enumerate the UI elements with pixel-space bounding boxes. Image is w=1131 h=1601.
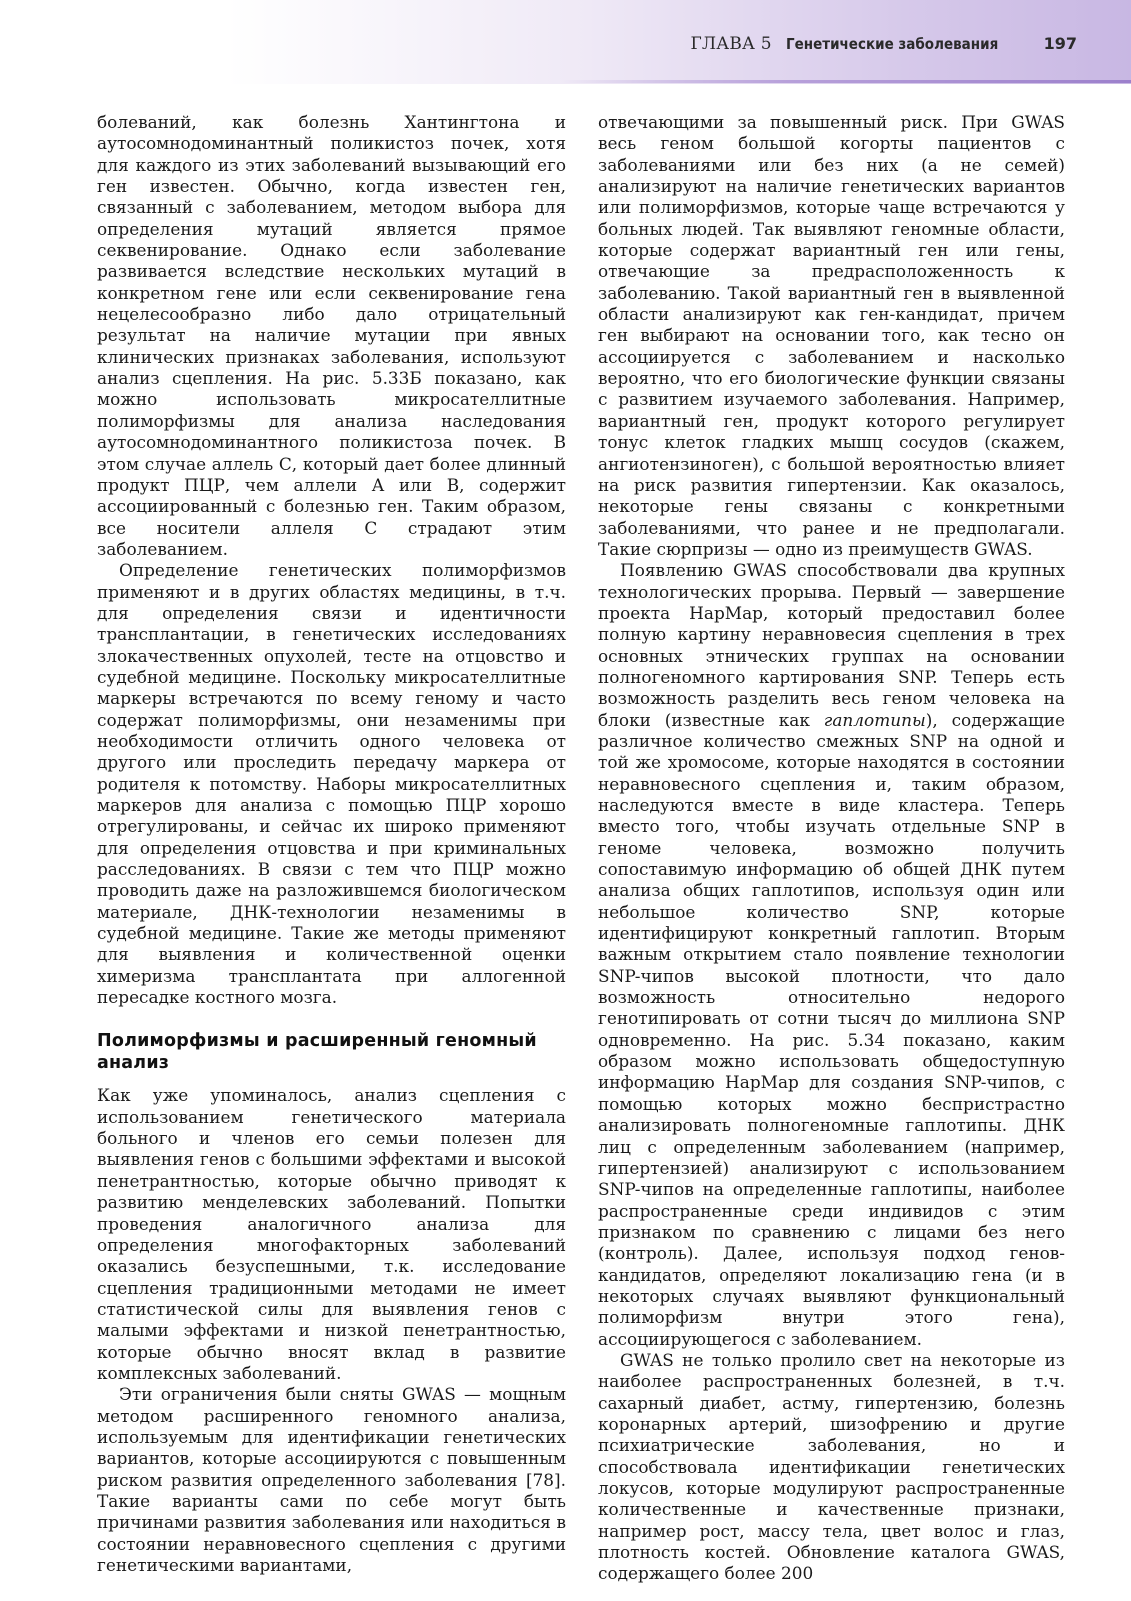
right-column xyxy=(598,112,1065,1585)
left-column xyxy=(97,112,566,1576)
chapter-title: Генетические заболевания xyxy=(785,35,999,53)
paragraph: Определение генетических полиморфизмов применяют и в других областях медицины, в т.ч. для определения связи и идентичности трансплантации, в генетических исследованиях злокачественных опухолей, тесте на отцовство и судебной медицине. Поскольку микросателлитные маркеры встречаются по всему геному и часто содержат полиморфизмы, они незаменимы при необходимости отличить одного человека от другого или проследить передачу маркера от родителя к потомству. Наборы микросателлитных маркеров для анализа с помощью ПЦР хорошо отрегулированы, и сейчас их широко применяют для определения отцовства и при криминальных расследованиях. В связи с тем что ПЦР можно проводить даже на разложившемся биологическом материале, ДНК-технологии незаменимы в судебной медицине. Такие же методы применяют для выявления и количественной оценки химеризма трансплантата при аллогенной пересадке костного мозга. xyxy=(97,560,566,1008)
text-run: Появлению GWAS способствовали два крупных технологических прорыва. Первый — завершение проекта HapMap, который предоставил более полную картину неравновесия сцепления в трех основных этнических группах на основании полногеномного картирования SNP. Теперь есть возможность разделить весь геном человека на блоки (известные как xyxy=(598,560,1065,730)
running-head xyxy=(690,34,1077,60)
page-number: 197 xyxy=(1043,34,1077,53)
paragraph: отвечающими за повышенный риск. При GWAS весь геном большой когорты пациентов с заболеваниями или без них (а не семей) анализируют на наличие генетических вариантов или полиморфизмов, которые чаще встречаются у больных людей. Так выявляют геномные области, которые содержат вариантный ген или гены, отвечающие за предрасположенность к заболеванию. Такой вариантный ген в выявленной области анализируют как ген-кандидат, причем ген выбирают на основании того, как тесно он ассоциируется с заболеванием и насколько вероятно, что его биологические функции связаны с развитием изучаемого заболевания. Например, вариантный ген, продукт которого регулирует тонус клеток гладких мышц сосудов (скажем, ангиотензиноген), с большой вероятностью влияет на риск развития гипертензии. Как оказалось, некоторые гены связаны с конкретными заболеваниями, что ранее и не предполагали. Такие сюрпризы — одно из преимуществ GWAS. xyxy=(598,112,1065,559)
paragraph: GWAS не только пролило свет на некоторые из наиболее распространенных болезней, в т.ч. сахарный диабет, астму, гипертензию, болезнь коронарных артерий, шизофрению и другие психиатрические заболевания, но и способствовала идентификации генетических локусов, которые модулируют распространенные количественные и качественные признаки, например рост, массу тела, цвет волос и глаз, плотность костей. Обновление каталога GWAS, содержащего более 200 xyxy=(598,1349,1065,1584)
text-run: ), содержащие различное количество смежных SNP на одной и той же хромосоме, которые находятся в состоянии неравновесного сцепления и, таким образом, наследуются вместе в виде кластера. Теперь вместо того, чтобы изучать отдельные SNP в геноме человека, возможно получить сопоставимую информацию об общей ДНК путем анализа общих гаплотипов, используя один или небольшое количество SNP, которые идентифицируют конкретный гаплотип. Вторым важным открытием стало появление технологии SNP-чипов высокой плотности, что дало возможность относительно недорого генотипировать от сотни тысяч до миллиона SNP одновременно. На рис. 5.34 показано, каким образом можно использовать общедоступную информацию HapMap для создания SNP-чипов, с помощью которых можно беспристрастно анализировать полногеномные гаплотипы. ДНК лиц с определенным заболеванием (например, гипертензией) анализируют с использованием SNP-чипов на определенные гаплотипы, наиболее распространенные среди индивидов с этим признаком по сравнению с лицами без него (контроль). Далее, используя подход генов-кандидатов, определяют локализацию гена (и в некоторых случаях выявляют функциональный полиморфизм внутри этого гена), ассоциирующегося с заболеванием. xyxy=(598,709,1065,1349)
header-rule xyxy=(560,80,1131,83)
paragraph: болеваний, как болезнь Хантингтона и аутосомнодоминантный поликистоз почек, хотя для каждого из этих заболеваний вызывающий его ген известен. Обычно, когда известен ген, связанный с заболеванием, методом выбора для определения мутаций является прямое секвенирование. Однако если заболевание развивается вследствие нескольких мутаций в конкретном гене или если секвенирование гена нецелесообразно либо дало отрицательный результат на наличие мутации при явных клинических признаках заболевания, используют анализ сцепления. На рис. 5.33Б показано, как можно использовать микросателлитные полиморфизмы для анализа наследования аутосомнодоминантного поликистоза почек. В этом случае аллель С, который дает более длинный продукт ПЦР, чем аллели А или В, содержит ассоциированный с болезнью ген. Таким образом, все носители аллеля С страдают этим заболеванием. xyxy=(97,112,566,559)
chapter-label: ГЛАВА 5 xyxy=(690,34,772,54)
section-heading: Полиморфизмы и расширенный геномный анализ xyxy=(97,1031,537,1074)
paragraph xyxy=(598,560,1065,1350)
paragraph: Как уже упоминалось, анализ сцепления с использованием генетического материала больного и членов его семьи полезен для выявления генов с большими эффектами и высокой пенетрантностью, которые обычно приводят к развитию менделевских заболеваний. Попытки проведения аналогичного анализа для определения многофакторных заболеваний оказались безуспешными, т.к. исследование сцепления традиционными методами не имеет статистической силы для выявления генов с малыми эффектами и низкой пенетрантностью, которые обычно вносят вклад в развитие комплексных заболеваний. xyxy=(97,1085,566,1383)
paragraph: Эти ограничения были сняты GWAS — мощным методом расширенного геномного анализа, используемым для идентификации генетических вариантов, которые ассоциируются с повышенным риском развития определенного заболевания [78]. Такие варианты сами по себе могут быть причинами развития заболевания или находиться в состоянии неравновесного сцепления с другими генетическими вариантами, xyxy=(97,1384,566,1575)
italic-term: гаплотипы xyxy=(823,709,926,730)
